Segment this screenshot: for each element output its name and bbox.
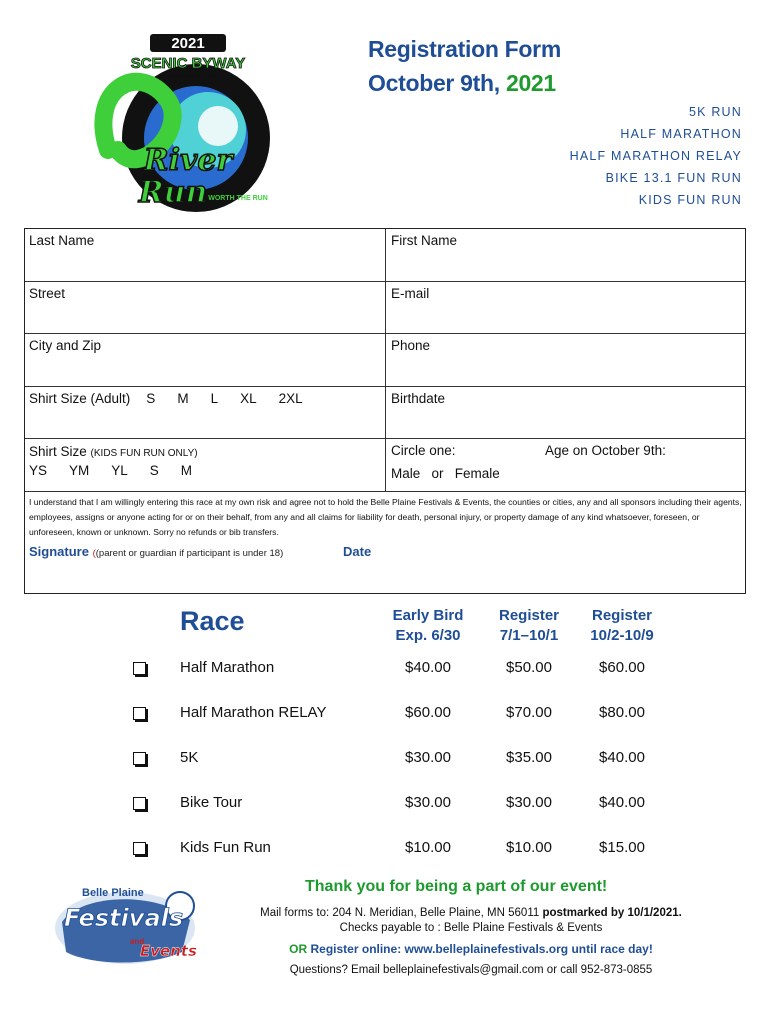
row-divider xyxy=(25,491,745,492)
phone-label: Phone xyxy=(391,338,431,353)
column-header-early-bird xyxy=(378,606,478,646)
last-name-label: Last Name xyxy=(29,233,95,248)
thank-you-message: Thank you for being a part of our event! xyxy=(305,878,608,895)
circle-one-label: Circle one: xyxy=(391,443,456,458)
race-header: Race xyxy=(180,606,245,636)
city-zip-field[interactable] xyxy=(25,334,385,386)
price-early-bird: $30.00 xyxy=(405,794,451,811)
column-header-register-1 xyxy=(479,606,579,646)
event-item: HALF MARATHON RELAY xyxy=(569,149,742,163)
birthdate-field[interactable] xyxy=(387,387,745,438)
festivals-logo xyxy=(52,882,198,968)
birthdate-label: Birthdate xyxy=(391,391,446,406)
size-option[interactable]: YS xyxy=(29,463,48,478)
size-option[interactable]: YL xyxy=(111,463,128,478)
paren-open: ( xyxy=(92,548,96,559)
size-option[interactable]: L xyxy=(210,391,219,406)
phone-field[interactable] xyxy=(387,334,745,386)
price-register-2: $80.00 xyxy=(599,704,645,721)
festivals-logo-events: Events xyxy=(140,942,197,960)
first-name-field[interactable] xyxy=(387,229,745,281)
title-line2 xyxy=(368,66,561,100)
river-run-logo xyxy=(78,30,278,220)
adult-shirt-size-field[interactable] xyxy=(25,387,385,438)
price-early-bird: $10.00 xyxy=(405,839,451,856)
price-register-2: $15.00 xyxy=(599,839,645,856)
festivals-logo-main: Festivals xyxy=(64,904,184,932)
race-name: Half Marathon xyxy=(180,659,275,676)
size-option[interactable]: YM xyxy=(69,463,90,478)
last-name-field[interactable] xyxy=(25,229,385,281)
race-row xyxy=(0,704,770,728)
price-early-bird: $40.00 xyxy=(405,659,451,676)
event-list xyxy=(570,101,742,211)
kids-shirt-label: Shirt Size xyxy=(29,444,87,459)
title-year: 2021 xyxy=(505,70,556,96)
gender-age-field[interactable] xyxy=(387,439,745,491)
race-name: Bike Tour xyxy=(180,794,243,811)
race-checkbox[interactable] xyxy=(133,797,146,810)
checks-payable: Checks payable to : Belle Plaine Festivals & Events xyxy=(339,922,603,934)
price-register-1: $10.00 xyxy=(506,839,552,856)
column-header-line1: Register xyxy=(591,607,653,624)
column-header-line2: Exp. 6/30 xyxy=(395,627,461,644)
or-label: OR xyxy=(289,942,308,956)
race-name: Kids Fun Run xyxy=(180,839,271,856)
logo-scenic: SCENIC BYWAY xyxy=(130,55,246,72)
race-row xyxy=(0,839,770,863)
mail-address: Mail forms to: 204 N. Meridian, Belle Plaine, MN 56011 xyxy=(260,907,543,919)
kids-shirt-size-field[interactable] xyxy=(25,439,385,491)
signature-note: (parent or guardian if participant is under 18) xyxy=(95,548,284,559)
race-row xyxy=(0,659,770,683)
online-registration-link[interactable]: Register online: www.belleplainefestivals.org until race day! xyxy=(307,942,653,956)
mail-instructions xyxy=(240,906,702,936)
kids-shirt-note: (KIDS FUN RUN ONLY) xyxy=(90,448,198,459)
column-header-line2: 10/2-10/9 xyxy=(590,627,654,644)
race-row xyxy=(0,794,770,818)
race-checkbox[interactable] xyxy=(133,707,146,720)
event-item: 5K RUN xyxy=(688,105,742,119)
race-checkbox[interactable] xyxy=(133,662,146,675)
price-early-bird: $30.00 xyxy=(405,749,451,766)
size-option[interactable]: 2XL xyxy=(278,391,303,406)
size-option[interactable]: M xyxy=(177,391,189,406)
price-register-2: $40.00 xyxy=(599,749,645,766)
race-row xyxy=(0,749,770,773)
price-early-bird: $60.00 xyxy=(405,704,451,721)
event-item: BIKE 13.1 FUN RUN xyxy=(605,171,742,185)
price-register-2: $60.00 xyxy=(599,659,645,676)
race-checkbox[interactable] xyxy=(133,752,146,765)
column-header-line1: Register xyxy=(498,607,560,624)
signature-field[interactable] xyxy=(29,544,283,559)
festivals-logo-and: and xyxy=(130,937,145,946)
column-header-line1: Early Bird xyxy=(392,607,464,624)
gender-options[interactable]: Male or Female xyxy=(391,466,500,481)
size-option[interactable]: S xyxy=(149,463,159,478)
logo-tagline: WORTH THE RUN xyxy=(208,195,268,202)
online-registration xyxy=(240,942,702,956)
date-field[interactable] xyxy=(343,544,371,559)
email-field[interactable] xyxy=(387,282,745,333)
size-option[interactable]: S xyxy=(146,391,156,406)
waiver-text: I understand that I am willingly entering this race at my own risk and agree not to hold the Belle Plaine Festivals & Events, the counties or cities, any and all sponsors including their agents, employees, assigns or anyone acting for or on their behalf, from any and all claims for liability for death, personal injury, or property damage of any kind whatsoever, foreseen, or unforeseen, known or unknown. Sorry no refunds or bib transfers. xyxy=(29,497,742,537)
street-field[interactable] xyxy=(25,282,385,333)
column-header-register-2 xyxy=(572,606,672,646)
event-item: HALF MARATHON xyxy=(620,127,742,141)
adult-shirt-label: Shirt Size (Adult) xyxy=(29,391,131,406)
price-register-1: $35.00 xyxy=(506,749,552,766)
registration-form xyxy=(24,228,746,594)
race-name: Half Marathon RELAY xyxy=(180,704,327,721)
title-date: October 9th, xyxy=(368,70,506,96)
race-name: 5K xyxy=(180,749,199,766)
logo-place: BELLE PLAINE, MN xyxy=(159,74,217,80)
column-header-line2: 7/1–10/1 xyxy=(499,627,559,644)
logo-year: 2021 xyxy=(171,35,205,52)
city-zip-label: City and Zip xyxy=(29,338,102,353)
email-label: E-mail xyxy=(391,286,430,301)
postmark-deadline: postmarked by 10/1/2021. xyxy=(542,907,682,919)
size-option[interactable]: XL xyxy=(240,391,257,406)
logo-river: River xyxy=(143,143,233,178)
logo-run: Run xyxy=(138,175,208,210)
festivals-logo-top: Belle Plaine xyxy=(82,887,144,899)
price-register-2: $40.00 xyxy=(599,794,645,811)
size-option[interactable]: M xyxy=(180,463,193,478)
price-register-1: $30.00 xyxy=(506,794,552,811)
title-line1: Registration Form xyxy=(368,36,561,62)
column-divider xyxy=(385,229,386,491)
race-checkbox[interactable] xyxy=(133,842,146,855)
event-item: KIDS FUN RUN xyxy=(638,193,742,207)
price-register-1: $50.00 xyxy=(506,659,552,676)
signature-label: Signature xyxy=(29,544,89,559)
page-title xyxy=(368,32,561,100)
date-label: Date xyxy=(343,544,372,559)
age-label: Age on October 9th: xyxy=(545,443,666,458)
price-register-1: $70.00 xyxy=(506,704,552,721)
contact-info: Questions? Email belleplainefestivals@gmail.com or call 952-873-0855 xyxy=(289,964,653,976)
first-name-label: First Name xyxy=(391,233,458,248)
street-label: Street xyxy=(29,286,66,301)
